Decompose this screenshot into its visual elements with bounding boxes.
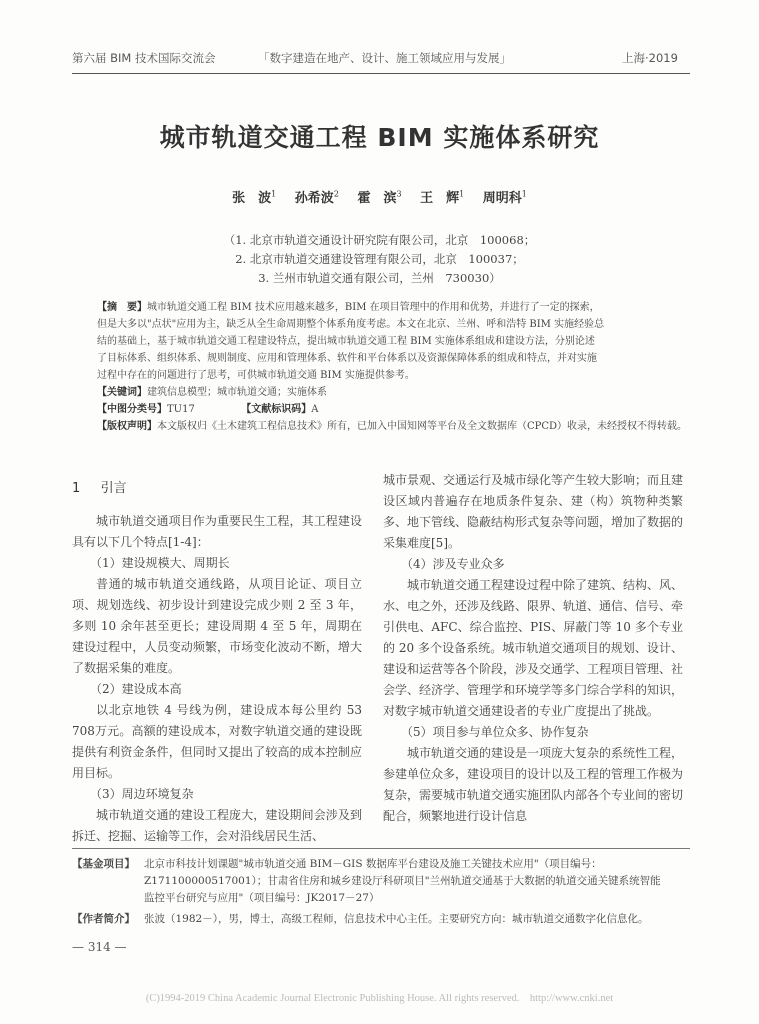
- running-header-conference: 第六届 BIM 技术国际交流会: [72, 51, 216, 65]
- author: 霍 滨$^3$: [357, 189, 402, 206]
- abstract-label: 【摘 要】: [97, 302, 147, 313]
- right-column: [383, 470, 683, 827]
- fund-note: 【基金项目】 北京市科技计划课题"城市轨道交通 BIM－GIS 数据库平台建设及施工关键技术应用"（项目编号： Z171100000517001）；甘肃省住房和城乡建设厅科研项目"兰州轨道交通基于大数据的轨道交通关键系统智能 监控平台研究与应用"（项目编号：JK2017－27）: [72, 858, 661, 904]
- header-rule: [72, 73, 690, 74]
- affiliation-line: （1. 北京市轨道交通设计研究院有限公司，北京 100068；: [223, 233, 536, 247]
- author: 周明科$^1$: [482, 189, 527, 206]
- classification: 【中图分类号】TU17 【文献标识码】A: [97, 404, 319, 415]
- copyright-notice: 【版权声明】本文版权归《土木建筑工程信息技术》所有，已加入中国知网等平台及全文数据库（CPCD）收录，未经授权不得转载。: [97, 421, 688, 432]
- affiliation-line: 2. 北京市轨道交通建设管理有限公司，北京 100037；: [235, 252, 524, 266]
- page-number: — 314 —: [72, 940, 127, 954]
- paragraph: 城市轨道交通工程建设过程中除了建筑、结构、风、水、电之外，还涉及线路、限界、轨道、通信、信号、牵引供电、AFC、综合监控、PIS、屏蔽门等 10 多个专业的 20 多个设备系统。城市轨道交通项目的规划、设计、建设和运营等各个阶段，涉及交通学、工程项目管理、社会学、经济学、管理学和环境学等多门综合学科的知识，对数字城市轨道交通建设者的专业广度提出了挑战。: [383, 578, 684, 718]
- paragraph: 城市轨道交通的建设工程庞大，建设期间会涉及到拆迁、挖掘、运输等工作，会对沿线居民生活、: [72, 808, 362, 843]
- subheading: （5）项目参与单位众多、协作复杂: [401, 725, 589, 739]
- paragraph: 普通的城市轨道交通线路，从项目论证、项目立项、规划选线、初步设计到建设完成少则 2 至 3 年，多则 10 余年甚至更长；建设周期 4 至 5 年，周期在建设过程中，人员变动频繁，市场变化波动不断，增大了数据采集的难度。: [72, 577, 362, 675]
- subheading: （2）建设成本高: [90, 682, 182, 696]
- paragraph: 城市景观、交通运行及城市绿化等产生较大影响；而且建设区域内普遍存在地质条件复杂、建（构）筑物种类繁多、地下管线、隐蔽结构形式复杂等问题，增加了数据的采集难度[5]。: [383, 473, 684, 550]
- running-header-location: 上海·2019: [622, 51, 678, 65]
- paper-title: 城市轨道交通工程 BIM 实施体系研究: [159, 123, 600, 152]
- subheading: （1）建设规模大、周期长: [90, 556, 230, 570]
- footnotes: [72, 856, 692, 928]
- subheading: （3）周边环境复杂: [90, 787, 194, 801]
- left-column: [72, 478, 362, 847]
- author: 张 波$^1$: [232, 189, 277, 206]
- author: 王 辉$^1$: [420, 189, 465, 206]
- abstract: 【摘 要】城市轨道交通工程 BIM 技术应用越来越多，BIM 在项目管理中的作用和优势，并进行了一定的探索， 但是大多以"点状"应用为主，缺乏从全生命周期整个体系角度考虑。本文在北京、兰州、呼和浩特 BIM 实施经验总 结的基础上，基于城市轨道交通工程建设特点，提出城市轨道交通工程 BIM 实施体系组成和建设方法，分别论述 了目标体系、组织体系、规则制度、应用和管理体系、软件和平台体系以及资源保障体系的组成和特点，并对实施 过程中存在的问题进行了思考，可供城市轨道交通 BIM 实施提供参考。 【关键词】建筑信息模型；城市轨道交通；实施体系 【中图分类号】TU17 【文献标识码】A 【版权声明】本文版权归《土木建筑工程信息技术》所有，已加入中国知网等平台及全文数据库（CPCD）收录，未经授权不得转载。: [97, 299, 667, 435]
- author-list: [0, 187, 759, 206]
- running-header-theme: 「数字建造在地产、设计、施工领域应用与发展」: [258, 51, 511, 65]
- section-heading: 1 引言: [72, 481, 127, 496]
- cnki-copyright-footer: (C)1994-2019 China Academic Journal Electronic Publishing House. All rights reserved. http://www.cnki.net: [145, 993, 614, 1004]
- author-bio: 【作者简介】 张波（1982－），男，博士，高级工程师，信息技术中心主任。主要研究方向：城市轨道交通数字化信息化。: [72, 913, 649, 925]
- author: 孙希波$^2$: [294, 189, 339, 206]
- keywords: 【关键词】建筑信息模型；城市轨道交通；实施体系: [97, 387, 327, 398]
- paragraph: 城市轨道交通项目作为重要民生工程，其工程建设具有以下几个特点[1-4]：: [72, 514, 362, 549]
- affiliation-line: 3. 兰州市轨道交通有限公司，兰州 730030）: [258, 271, 501, 285]
- footnote-rule: [72, 848, 690, 849]
- subheading: （4）涉及专业众多: [401, 557, 505, 571]
- paragraph: 城市轨道交通的建设是一项庞大复杂的系统性工程，参建单位众多，建设项目的设计以及工程的管理工作极为复杂，需要城市轨道交通实施团队内部各个专业间的密切配合，频繁地进行设计信息: [383, 746, 684, 823]
- paragraph: 以北京地铁 4 号线为例，建设成本每公里约 53 708万元。高额的建设成本，对数字轨道交通的建设既提供有利资金条件，但同时又提出了较高的成本控制应用目标。: [72, 703, 362, 780]
